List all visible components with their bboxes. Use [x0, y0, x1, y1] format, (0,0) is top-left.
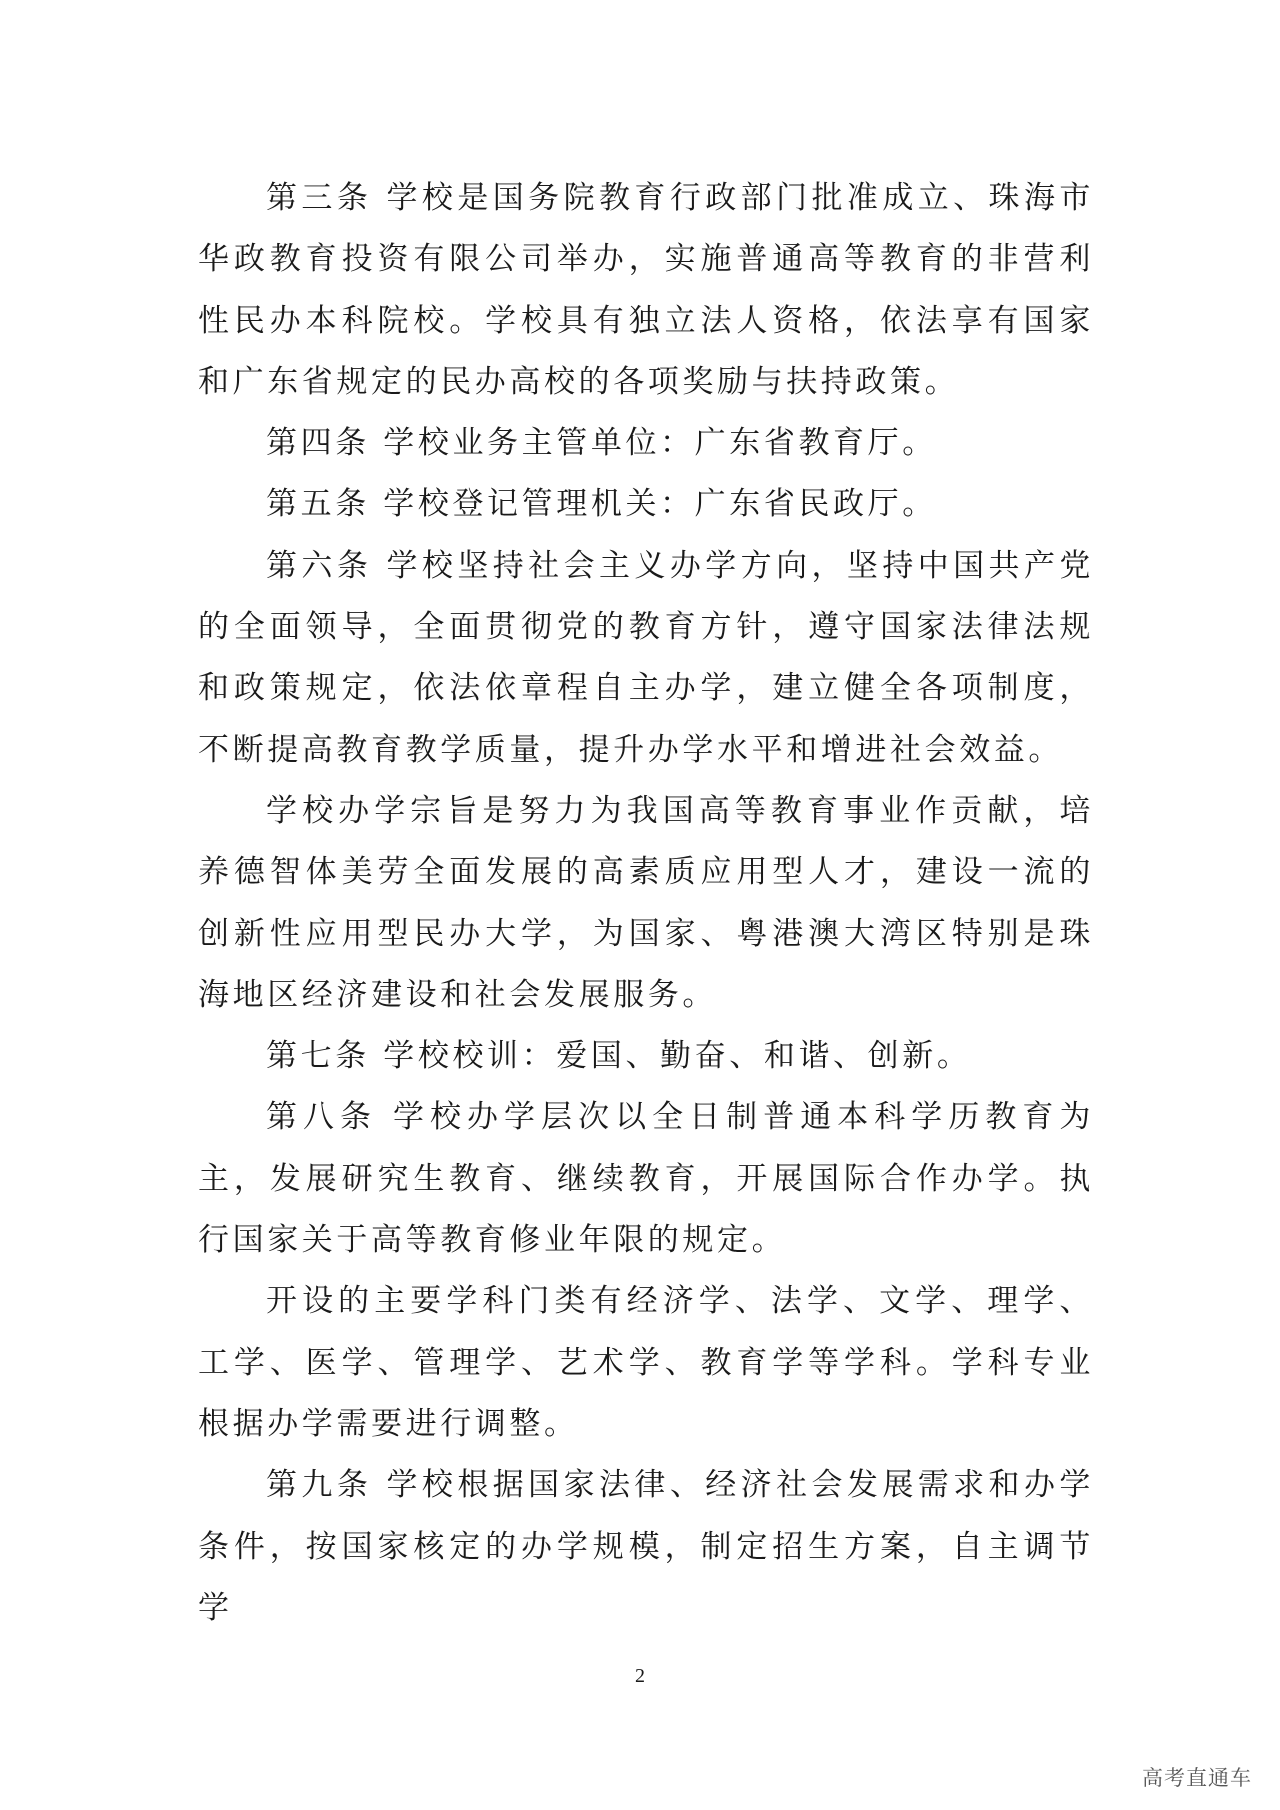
paragraph-article-5: 第五条 学校登记管理机关：广东省民政厅。 — [266, 486, 937, 523]
paragraph-school-purpose: 学校办学宗旨是努力为我国高等教育事业作贡献，培养德智体美劳全面发展的高素质应用型人才，建设一流的创新性应用型民办大学，为国家、粤港澳大湾区特别是珠海地区经济建设和社会发展服务。 — [198, 792, 1094, 1013]
page-number: 2 — [635, 1665, 645, 1687]
paragraph-article-6: 第六条 学校坚持社会主义办学方向，坚持中国共产党的全面领导，全面贯彻党的教育方针，遵守国家法律法规和政策规定，依法依章程自主办学，建立健全各项制度，不断提高教育教学质量，提升办学水平和增进社会效益。 — [198, 547, 1094, 768]
paragraph-disciplines: 开设的主要学科门类有经济学、法学、文学、理学、工学、医学、管理学、艺术学、教育学等学科。学科专业根据办学需要进行调整。 — [198, 1283, 1094, 1442]
document-body — [198, 168, 1094, 1639]
watermark: 高考直通车 — [1142, 1766, 1252, 1790]
paragraph-article-4: 第四条 学校业务主管单位：广东省教育厅。 — [266, 425, 937, 462]
paragraph-article-7: 第七条 学校校训：爱国、勤奋、和谐、创新。 — [266, 1038, 972, 1075]
paragraph-article-9: 第九条 学校根据国家法律、经济社会发展需求和办学条件，按国家核定的办学规模，制定招生方案，自主调节学 — [198, 1467, 1094, 1626]
paragraph-article-3: 第三条 学校是国务院教育行政部门批准成立、珠海市华政教育投资有限公司举办，实施普通高等教育的非营利性民办本科院校。学校具有独立法人资格，依法享有国家和广东省规定的民办高校的各项奖励与扶持政策。 — [198, 180, 1094, 400]
paragraph-article-8: 第八条 学校办学层次以全日制普通本科学历教育为主，发展研究生教育、继续教育，开展国际合作办学。执行国家关于高等教育修业年限的规定。 — [198, 1099, 1094, 1259]
